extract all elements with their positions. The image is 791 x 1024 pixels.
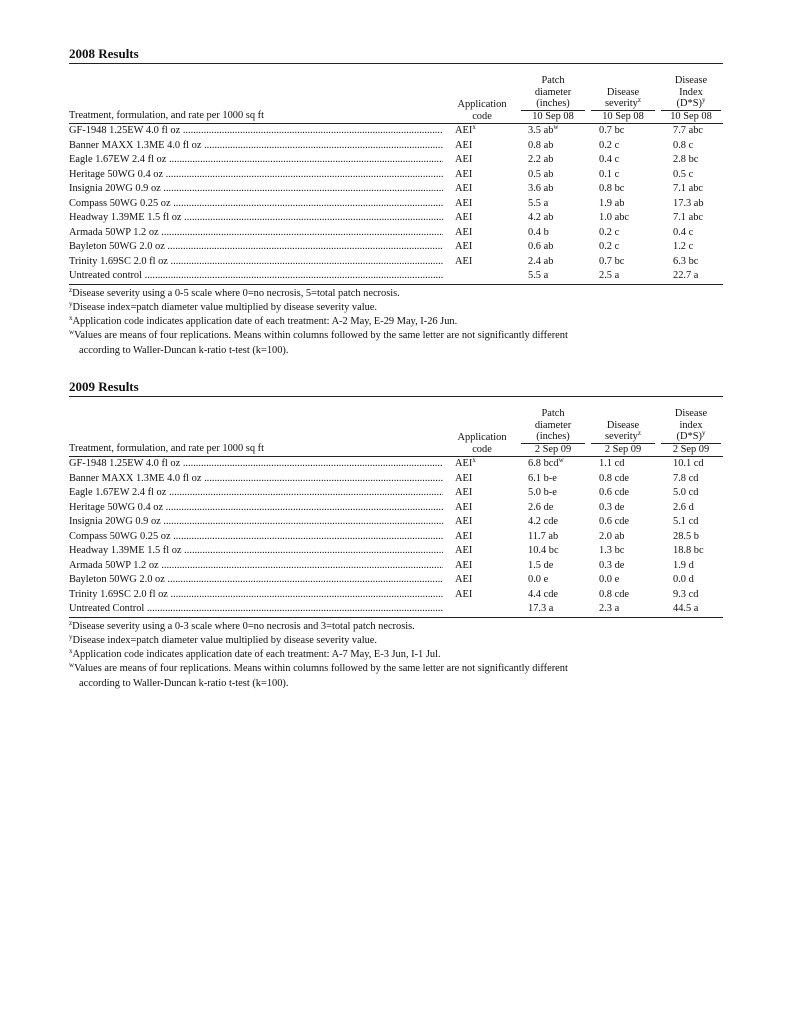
disease-index-header [661, 408, 721, 456]
footnotes [69, 287, 723, 358]
cell-text: AEI [455, 458, 473, 469]
results-2009-section [69, 379, 723, 691]
patch-cell: 17.3 a [528, 603, 554, 614]
patch-cell: 0.4 b [528, 226, 549, 238]
header-line [591, 431, 655, 444]
code-cell: AEI [453, 255, 515, 270]
patch-cell: 4.2 ab [528, 212, 554, 223]
patch-cell: 2.4 ab [528, 255, 554, 267]
footnote-continuation: according to Waller-Duncan k-ratio t-test (k=100). [79, 677, 289, 689]
table-row [69, 530, 723, 545]
treatment-cell: Insignia 20WG 0.9 oz ..... [69, 182, 443, 197]
disease-severity-header [591, 420, 655, 456]
footnotes [69, 620, 723, 691]
header-text: severity [604, 431, 638, 443]
section-title: 2008 Results [69, 46, 723, 64]
table-row [69, 472, 723, 487]
table-row [69, 240, 723, 255]
severity-cell: 0.8 bc [599, 183, 625, 194]
treatment-cell: Heritage 50WG 0.4 oz ..... [69, 501, 443, 516]
table-row [69, 269, 723, 284]
header-line: Disease [674, 74, 708, 86]
table-row [69, 486, 723, 501]
table-row [69, 588, 723, 603]
index-cell: 1.2 c [673, 241, 694, 252]
index-cell: 7.1 abc [673, 212, 704, 223]
disease-index-header [661, 75, 721, 123]
cell-text: AEI [455, 125, 473, 136]
header-line: index [679, 419, 703, 431]
table-row [69, 544, 723, 559]
severity-cell: 1.0 abc [599, 212, 630, 223]
treatment-cell: GF-1948 1.25EW 4.0 fl oz ..... [69, 457, 443, 472]
treatment-column-header: Treatment, formulation, and rate per 1000 sq ft [69, 443, 264, 455]
code-cell: AEI [453, 486, 515, 501]
severity-cell: 0.8 cde [599, 588, 630, 600]
footnote-mark: w [69, 328, 75, 337]
patch-cell: 5.0 b-e [528, 487, 557, 498]
code-cell: AEI [453, 501, 515, 516]
table-row [69, 153, 723, 168]
code-cell: AEI [453, 182, 515, 197]
header-line: Disease [674, 407, 708, 419]
table-row [69, 197, 723, 212]
footnote-mark: z [69, 285, 73, 294]
index-cell: 0.8 c [673, 139, 694, 151]
cell-text: 6.8 bcd [528, 458, 559, 469]
index-cell: 0.5 c [673, 168, 694, 180]
treatment-column-header: Treatment, formulation, and rate per 1000 sq ft [69, 110, 264, 122]
index-cell: 10.1 cd [673, 458, 704, 469]
patch-diameter-header [521, 75, 585, 123]
table-header [69, 64, 723, 124]
patch-cell: 2.2 ab [528, 154, 554, 165]
patch-cell: 5.5 a [528, 270, 549, 281]
patch-cell: 3.6 ab [528, 183, 554, 194]
severity-cell: 1.1 cd [599, 458, 625, 469]
table-row [69, 602, 723, 617]
treatment-cell: Insignia 20WG 0.9 oz ..... [69, 515, 443, 530]
table-header [69, 397, 723, 457]
header-date: 10 Sep 08 [602, 111, 644, 123]
footnote-text: Application code indicates application date of each treatment: A-2 May, E-29 May, I-26 Jun. [72, 316, 458, 328]
footnote-text: Values are means of four replications. Means within columns followed by the same letter are not significantly different [74, 330, 568, 342]
header-line [591, 98, 655, 111]
patch-cell: 0.0 e [528, 574, 549, 585]
header-line [661, 98, 721, 111]
footnote-mark: z [637, 96, 641, 105]
cell-text: 3.5 ab [528, 125, 554, 136]
code-cell: AEI [453, 573, 515, 588]
header-date: 2 Sep 09 [534, 444, 572, 456]
footnote [69, 329, 723, 343]
footnote [69, 662, 723, 676]
treatment-cell: Heritage 50WG 0.4 oz ..... [69, 168, 443, 183]
severity-cell: 0.6 cde [599, 516, 630, 527]
treatment-cell: Armada 50WP 1.2 oz ..... [69, 226, 443, 241]
code-cell: AEI [453, 544, 515, 559]
header-line: diameter [534, 419, 572, 431]
severity-cell: 0.3 de [599, 501, 625, 513]
footnote-text: Disease index=patch diameter value multiplied by disease severity value. [72, 301, 377, 313]
code-cell: AEI [453, 211, 515, 226]
footnote-mark: y [69, 632, 73, 641]
treatment-cell: Bayleton 50WG 2.0 oz ..... [69, 240, 443, 255]
application-code-header [449, 99, 515, 123]
code-cell: AEI [453, 588, 515, 603]
index-cell: 9.3 cd [673, 588, 699, 600]
table-row [69, 515, 723, 530]
code-cell: AEI [453, 530, 515, 545]
header-line: Application [457, 99, 507, 111]
severity-cell: 1.3 bc [599, 545, 625, 556]
footnote-mark: x [472, 456, 476, 464]
treatment-cell: GF-1948 1.25EW 4.0 fl oz ..... [69, 124, 443, 139]
header-date: 2 Sep 09 [604, 444, 642, 456]
header-line: diameter [534, 86, 572, 98]
treatment-cell: Eagle 1.67EW 2.4 fl oz ..... [69, 486, 443, 501]
index-cell: 1.9 d [673, 559, 694, 571]
header-line [661, 431, 721, 444]
patch-cell: 4.2 cde [528, 516, 559, 527]
treatment-cell: Eagle 1.67EW 2.4 fl oz ..... [69, 153, 443, 168]
severity-cell: 0.3 de [599, 559, 625, 571]
footnote [69, 620, 723, 634]
patch-cell [528, 124, 588, 139]
table-row [69, 226, 723, 241]
treatment-cell: Bayleton 50WG 2.0 oz ..... [69, 573, 443, 588]
code-cell: AEI [453, 240, 515, 255]
section-title: 2009 Results [69, 379, 723, 397]
code-cell: AEI [453, 559, 515, 574]
header-date: 10 Sep 08 [670, 111, 712, 123]
table-row [69, 211, 723, 226]
patch-cell: 5.5 a [528, 197, 549, 209]
code-cell: AEI [453, 197, 515, 212]
header-line: Index [679, 86, 703, 98]
index-cell: 28.5 b [673, 530, 699, 542]
footnote-mark: y [701, 96, 706, 105]
header-text: (D*S) [676, 431, 702, 443]
treatment-cell: Trinity 1.69SC 2.0 fl oz ..... [69, 255, 443, 270]
table-row [69, 139, 723, 154]
patch-diameter-header [521, 408, 585, 456]
header-line: (inches) [521, 431, 585, 444]
header-date: 10 Sep 08 [532, 111, 574, 123]
severity-cell: 2.0 ab [599, 530, 625, 542]
header-line: Application [457, 432, 507, 444]
treatment-cell: Banner MAXX 1.3ME 4.0 fl oz ..... [69, 139, 443, 154]
treatment-cell: Untreated Control ..... [69, 602, 443, 617]
footnote-text: Disease severity using a 0-5 scale where 0=no necrosis, 5=total patch necrosis. [72, 287, 400, 299]
index-cell: 2.6 d [673, 501, 694, 513]
severity-cell: 2.5 a [599, 270, 620, 281]
footnote [69, 634, 723, 648]
severity-cell: 0.6 cde [599, 487, 630, 498]
code-cell: AEI [453, 153, 515, 168]
treatment-cell: Trinity 1.69SC 2.0 fl oz ..... [69, 588, 443, 603]
index-cell: 0.4 c [673, 226, 694, 238]
footnote-mark: y [701, 429, 706, 438]
treatment-cell: Untreated control ..... [69, 269, 443, 284]
footnote-text: Values are means of four replications. Means within columns followed by the same letter are not significantly different [74, 663, 568, 675]
table-body [69, 124, 723, 285]
footnote-mark: z [69, 618, 73, 627]
patch-cell: 1.5 de [528, 559, 554, 571]
code-cell [453, 457, 515, 472]
table-row [69, 457, 723, 472]
severity-cell: 0.7 bc [599, 255, 625, 267]
footnote [69, 648, 723, 662]
index-cell: 2.8 bc [673, 154, 699, 165]
index-cell: 44.5 a [673, 603, 699, 614]
index-cell: 6.3 bc [673, 255, 699, 267]
index-cell: 7.7 abc [673, 125, 704, 136]
footnote-text: Disease severity using a 0-3 scale where 0=no necrosis and 3=total patch necrosis. [72, 620, 415, 632]
footnote-continuation: according to Waller-Duncan k-ratio t-test (k=100). [79, 344, 289, 356]
table-row [69, 168, 723, 183]
severity-cell: 0.1 c [599, 168, 620, 180]
code-cell [453, 124, 515, 139]
severity-cell: 1.9 ab [599, 197, 625, 209]
header-line: (inches) [521, 98, 585, 111]
treatment-cell: Armada 50WP 1.2 oz ..... [69, 559, 443, 574]
severity-cell: 0.0 e [599, 574, 620, 585]
header-line: Disease [606, 419, 640, 431]
code-cell: AEI [453, 226, 515, 241]
index-cell: 18.8 bc [673, 545, 704, 556]
patch-cell: 10.4 bc [528, 545, 559, 556]
severity-cell: 0.8 cde [599, 472, 630, 484]
patch-cell: 2.6 de [528, 501, 554, 513]
treatment-cell: Compass 50WG 0.25 oz ..... [69, 530, 443, 545]
code-cell: AEI [453, 168, 515, 183]
treatment-cell: Headway 1.39ME 1.5 fl oz ..... [69, 211, 443, 226]
treatment-cell: Headway 1.39ME 1.5 fl oz ..... [69, 544, 443, 559]
header-line: Patch [541, 407, 565, 419]
severity-cell: 0.2 c [599, 241, 620, 252]
patch-cell: 11.7 ab [528, 530, 559, 542]
footnote-mark: w [553, 123, 559, 131]
results-2008-section [69, 46, 723, 358]
index-cell: 22.7 a [673, 270, 699, 281]
footnote-text: Application code indicates application date of each treatment: A-7 May, E-3 Jun, I-1 Jul. [72, 649, 441, 661]
index-cell: 5.1 cd [673, 516, 699, 527]
index-cell: 0.0 d [673, 574, 694, 585]
disease-severity-header [591, 87, 655, 123]
index-cell: 7.8 cd [673, 472, 699, 484]
footnote-mark: x [472, 123, 476, 131]
code-cell: AEI [453, 515, 515, 530]
header-date: 2 Sep 09 [672, 444, 710, 456]
header-line: code [472, 444, 492, 456]
table-row [69, 124, 723, 139]
patch-cell [528, 457, 588, 472]
table-row [69, 559, 723, 574]
index-cell: 17.3 ab [673, 197, 704, 209]
footnote-mark: w [558, 456, 564, 464]
index-cell: 5.0 cd [673, 487, 699, 498]
footnote [69, 287, 723, 301]
table-row [69, 573, 723, 588]
footnote [69, 301, 723, 315]
footnote-text: Disease index=patch diameter value multiplied by disease severity value. [72, 634, 377, 646]
patch-cell: 0.6 ab [528, 241, 554, 252]
footnote-mark: x [69, 647, 73, 656]
code-cell: AEI [453, 472, 515, 487]
footnote-mark: x [69, 314, 73, 323]
severity-cell: 2.3 a [599, 603, 620, 614]
severity-cell: 0.2 c [599, 139, 620, 151]
treatment-cell: Banner MAXX 1.3ME 4.0 fl oz ..... [69, 472, 443, 487]
table-row [69, 255, 723, 270]
patch-cell: 4.4 cde [528, 588, 559, 600]
table-row [69, 501, 723, 516]
severity-cell: 0.4 c [599, 154, 620, 165]
severity-cell: 0.7 bc [599, 125, 625, 136]
footnote [69, 315, 723, 329]
header-text: severity [604, 98, 638, 110]
severity-cell: 0.2 c [599, 226, 620, 238]
footnote-mark: y [69, 299, 73, 308]
patch-cell: 0.5 ab [528, 168, 554, 180]
patch-cell: 0.8 ab [528, 139, 554, 151]
footnote-mark: w [69, 661, 75, 670]
footnote-mark: z [637, 429, 641, 438]
header-line: Disease [606, 86, 640, 98]
code-cell: AEI [453, 139, 515, 154]
table-body [69, 457, 723, 618]
table-row [69, 182, 723, 197]
header-text: (D*S) [676, 98, 702, 110]
treatment-cell: Compass 50WG 0.25 oz ..... [69, 197, 443, 212]
header-line: code [472, 111, 492, 123]
application-code-header [449, 432, 515, 456]
index-cell: 7.1 abc [673, 183, 704, 194]
patch-cell: 6.1 b-e [528, 472, 557, 484]
header-line: Patch [541, 74, 565, 86]
